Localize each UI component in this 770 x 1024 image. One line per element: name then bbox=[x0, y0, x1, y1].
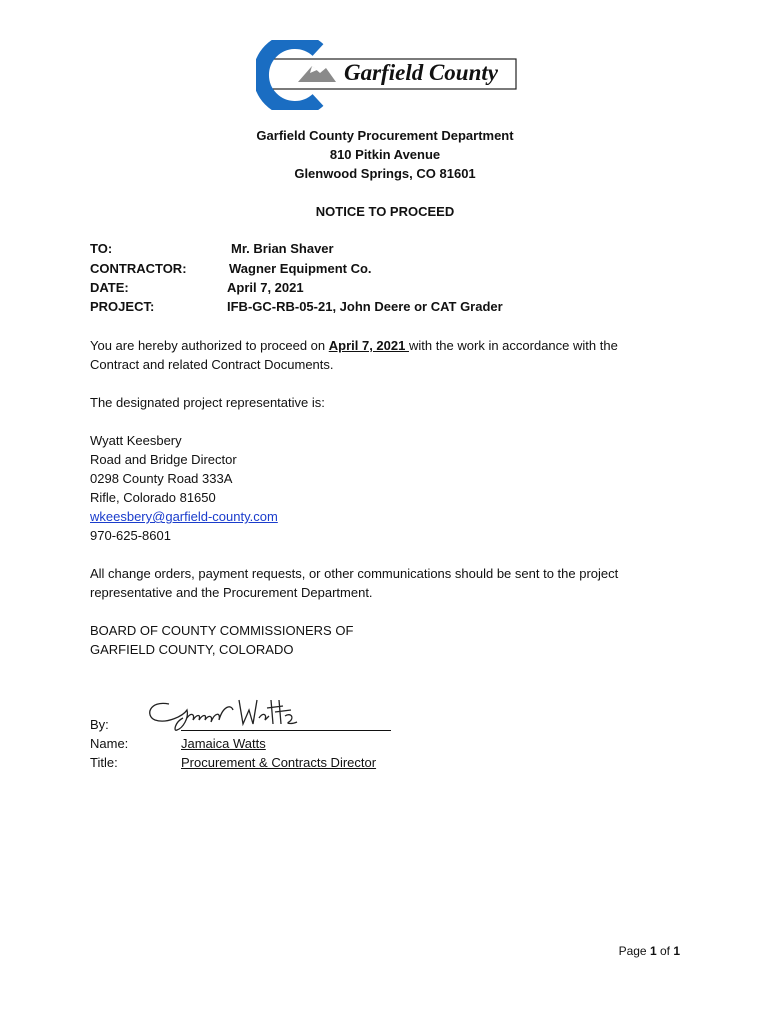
board-line-2: GARFIELD COUNTY, COLORADO bbox=[90, 642, 294, 657]
signer-title: Procurement & Contracts Director bbox=[181, 755, 377, 770]
rep-address-1: 0298 County Road 333A bbox=[90, 471, 233, 486]
rep-phone: 970-625-8601 bbox=[90, 528, 171, 543]
title-label: Title: bbox=[90, 755, 118, 770]
para1-text-end: with the work in accordance with the bbox=[408, 338, 618, 353]
authorization-paragraph bbox=[90, 336, 680, 355]
para1-line-2: Contract and related Contract Documents. bbox=[90, 357, 334, 372]
date-value: April 7, 2021 bbox=[227, 280, 304, 295]
proceed-date: April 7, 2021 bbox=[328, 338, 409, 353]
department-name: Garfield County Procurement Department bbox=[256, 128, 514, 143]
board-line-1: BOARD OF COUNTY COMMISSIONERS OF bbox=[90, 623, 354, 638]
page-number bbox=[619, 944, 680, 958]
contractor-value: Wagner Equipment Co. bbox=[229, 261, 372, 276]
contractor-label: CONTRACTOR: bbox=[90, 261, 187, 276]
to-value: Mr. Brian Shaver bbox=[231, 241, 334, 256]
signer-name: Jamaica Watts bbox=[181, 736, 266, 751]
para1-text-start: You are hereby authorized to proceed on bbox=[90, 338, 329, 353]
address-line-1: 810 Pitkin Avenue bbox=[329, 147, 441, 162]
rep-address-2: Rifle, Colorado 81650 bbox=[90, 490, 216, 505]
by-label: By: bbox=[90, 717, 109, 732]
date-label: DATE: bbox=[90, 280, 129, 295]
rep-email-row bbox=[90, 507, 680, 526]
to-label: TO: bbox=[90, 241, 113, 256]
rep-name: Wyatt Keesbery bbox=[90, 433, 182, 448]
page-total: 1 bbox=[673, 944, 680, 958]
page-prefix: Page bbox=[618, 944, 650, 958]
address-line-2: Glenwood Springs, CO 81601 bbox=[294, 166, 476, 181]
project-value: IFB-GC-RB-05-21, John Deere or CAT Grader bbox=[227, 299, 503, 314]
project-label: PROJECT: bbox=[90, 299, 155, 314]
notice-title: NOTICE TO PROCEED bbox=[315, 204, 455, 219]
name-label: Name: bbox=[90, 736, 129, 751]
communications-line-1: All change orders, payment requests, or other communications should be sent to the project bbox=[90, 566, 619, 581]
rep-title: Road and Bridge Director bbox=[90, 452, 237, 467]
county-logo bbox=[256, 40, 520, 110]
logo-text: Garfield County bbox=[344, 60, 498, 85]
communications-line-2: representative and the Procurement Department. bbox=[90, 585, 373, 600]
rep-email-link[interactable]: wkeesbery@garfield-county.com bbox=[90, 509, 278, 524]
page-current: 1 bbox=[649, 944, 657, 958]
representative-intro: The designated project representative is: bbox=[90, 395, 325, 410]
page-of: of bbox=[656, 944, 674, 958]
